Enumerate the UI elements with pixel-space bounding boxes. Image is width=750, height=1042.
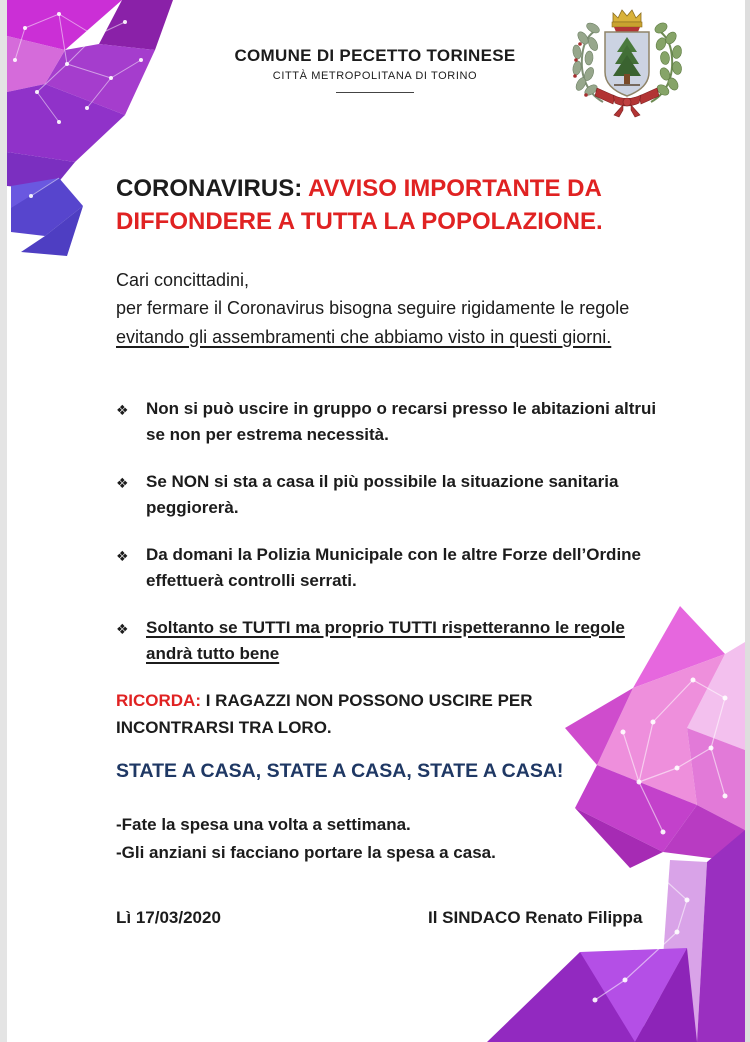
bullet-item	[116, 469, 671, 521]
page-left-edge	[0, 0, 7, 1042]
intro-paragraph	[116, 294, 644, 351]
reminder	[116, 687, 616, 741]
bullet-text: Non si può uscire in gruppo o recarsi presso le abitazioni altrui se non per estrema necessità.	[146, 399, 657, 444]
crown-icon	[612, 10, 642, 32]
mayor-signature: Il SINDACO Renato Filippa	[428, 908, 643, 927]
reminder-label: RICORDA:	[116, 691, 201, 710]
bullet-item	[116, 396, 671, 448]
municipality-name: COMUNE DI PECETTO TORINESE	[234, 46, 516, 65]
greeting: Cari concittadini,	[116, 270, 250, 290]
advice-line: -Gli anziani si facciano portare la spesa a casa.	[116, 843, 496, 862]
bullet-list	[116, 396, 671, 688]
header-divider	[336, 92, 414, 93]
page-right-edge	[745, 0, 750, 1042]
bullet-item	[116, 542, 671, 594]
notice-title-prefix: CORONAVIRUS:	[116, 175, 308, 202]
bullet-text: Se NON si sta a casa il più possibile la situazione sanitaria peggiorerà.	[146, 472, 619, 517]
municipality-subtitle: CITTÀ METROPOLITANA DI TORINO	[272, 70, 478, 82]
intro-underlined: evitando gli assembramenti che abbiamo visto in questi giorni.	[116, 326, 612, 347]
coat-of-arms-image	[567, 6, 687, 118]
bullet-text: Da domani la Polizia Municipale con le altre Forze dell’Ordine effettuerà controlli serrati.	[146, 545, 642, 590]
advice-line: -Fate la spesa una volta a settimana.	[116, 815, 411, 834]
reminder-text: I RAGAZZI NON POSSONO USCIRE PER INCONTRARSI TRA LORO.	[116, 691, 533, 737]
bullet-item	[116, 615, 671, 667]
notice-date: Lì 17/03/2020	[116, 908, 221, 927]
diamond-bullet-icon: ❖	[116, 548, 129, 564]
advice-list	[116, 811, 656, 867]
notice-title	[116, 172, 636, 238]
notice-title-highlight: AVVISO IMPORTANTE DA DIFFONDERE A TUTTA LA POPOLAZIONE.	[116, 175, 603, 236]
slogan: STATE A CASA, STATE A CASA, STATE A CASA!	[116, 760, 564, 782]
diamond-bullet-icon: ❖	[116, 402, 129, 418]
diamond-bullet-icon: ❖	[116, 475, 129, 491]
diamond-bullet-icon: ❖	[116, 621, 129, 637]
bullet-text: Soltanto se TUTTI ma proprio TUTTI rispetteranno le regole andrà tutto bene	[146, 618, 625, 663]
intro-plain: per fermare il Coronavirus bisogna seguire rigidamente le regole	[116, 298, 630, 318]
